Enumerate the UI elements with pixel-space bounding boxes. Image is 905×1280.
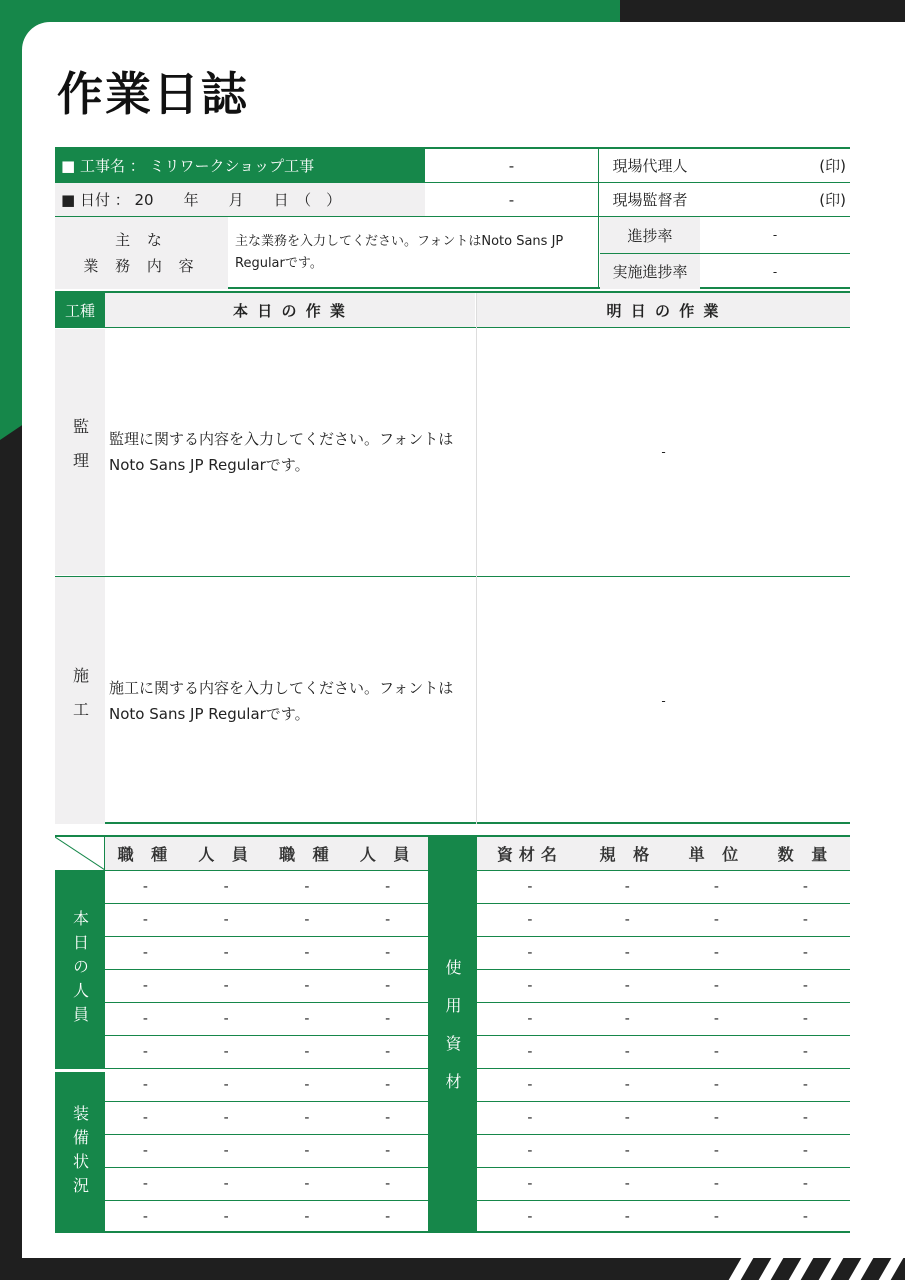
table-cell[interactable]: - — [347, 1002, 428, 1035]
table-cell[interactable]: - — [105, 903, 186, 936]
table-cell[interactable]: - — [583, 1101, 672, 1134]
today-work-kanri[interactable]: 監理に関する内容を入力してください。フォントはNoto Sans JP Regularです。 — [109, 430, 454, 474]
divider — [600, 253, 850, 254]
group-label: 本日の人員 — [70, 909, 90, 1030]
table-cell[interactable]: - — [186, 1167, 267, 1200]
table-row — [477, 1068, 850, 1101]
table-row — [477, 1167, 850, 1200]
table-row — [477, 1035, 850, 1068]
table-row — [105, 1134, 428, 1167]
divider — [476, 293, 477, 824]
table-cell[interactable]: - — [761, 1068, 850, 1101]
date-value[interactable]: - — [508, 190, 515, 209]
table-row — [105, 1101, 428, 1134]
table-row — [105, 1200, 428, 1233]
table-row — [477, 1101, 850, 1134]
table-cell[interactable]: - — [186, 1002, 267, 1035]
table-cell[interactable]: - — [186, 936, 267, 969]
table-cell[interactable]: - — [583, 870, 672, 903]
table-cell[interactable]: - — [105, 1167, 186, 1200]
table-row — [105, 1035, 428, 1068]
table-cell[interactable]: - — [347, 1035, 428, 1068]
work-type-label: 監理 — [70, 418, 90, 486]
table-cell[interactable]: - — [267, 1134, 348, 1167]
table-cell[interactable]: - — [583, 1035, 672, 1068]
table-cell[interactable]: - — [672, 969, 761, 1002]
table-cell[interactable]: - — [672, 870, 761, 903]
materials-side-label — [428, 837, 477, 1233]
table-cell[interactable]: - — [186, 1035, 267, 1068]
table-cell[interactable]: - — [347, 1068, 428, 1101]
table-cell[interactable]: - — [477, 936, 583, 969]
table-row — [105, 1002, 428, 1035]
progress-value[interactable]: - — [772, 228, 778, 242]
table-cell[interactable]: - — [105, 1101, 186, 1134]
table-cell[interactable]: - — [347, 903, 428, 936]
personnel-table — [55, 835, 428, 1233]
table-cell[interactable]: - — [761, 936, 850, 969]
table-cell[interactable]: - — [761, 969, 850, 1002]
table-cell[interactable]: - — [672, 936, 761, 969]
stripe-decoration — [705, 1258, 905, 1280]
table-cell[interactable]: - — [761, 1002, 850, 1035]
tomorrow-work-kanri[interactable]: - — [661, 445, 666, 459]
work-type-header: 工種 — [55, 293, 105, 327]
table-cell[interactable]: - — [347, 1134, 428, 1167]
table-cell[interactable]: - — [186, 1134, 267, 1167]
table-cell[interactable]: - — [583, 969, 672, 1002]
table-cell[interactable]: - — [761, 1101, 850, 1134]
staff-count-header: 人 員 — [186, 837, 267, 870]
table-row — [477, 870, 850, 903]
main-work-text[interactable]: 主な業務を入力してください。フォントはNoto Sans JP Regularです。 — [235, 234, 564, 271]
personnel-header-row — [105, 837, 428, 870]
work-type-kanri — [55, 329, 105, 575]
materials-table — [428, 835, 850, 1233]
table-cell[interactable]: - — [583, 936, 672, 969]
table-cell[interactable]: - — [267, 1101, 348, 1134]
table-cell[interactable]: - — [583, 1134, 672, 1167]
table-cell[interactable]: - — [347, 1101, 428, 1134]
table-row — [477, 1002, 850, 1035]
personnel-grid — [105, 837, 428, 1233]
table-row — [105, 870, 428, 903]
spec-header: 規 格 — [583, 837, 672, 870]
material-name-header: 資材名 — [477, 837, 583, 870]
divider — [55, 216, 850, 217]
job-type-header: 職 種 — [267, 837, 348, 870]
table-cell[interactable]: - — [385, 1208, 391, 1225]
table-cell[interactable]: - — [477, 969, 583, 1002]
table-cell[interactable]: - — [186, 903, 267, 936]
agent-label: 現場代理人 — [612, 157, 688, 175]
table-cell[interactable]: - — [105, 936, 186, 969]
table-cell[interactable]: - — [267, 1167, 348, 1200]
table-cell[interactable]: - — [304, 1208, 310, 1225]
table-cell[interactable]: - — [477, 903, 583, 936]
table-cell[interactable]: - — [105, 1002, 186, 1035]
unit-header: 単 位 — [672, 837, 761, 870]
group-today-personnel — [55, 870, 105, 1069]
table-cell[interactable]: - — [105, 969, 186, 1002]
supervisor-label: 現場監督者 — [612, 191, 688, 209]
table-cell[interactable]: - — [347, 936, 428, 969]
table-cell[interactable]: - — [105, 870, 186, 903]
table-cell[interactable]: - — [761, 870, 850, 903]
table-cell[interactable]: - — [761, 1167, 850, 1200]
table-cell[interactable]: - — [672, 1035, 761, 1068]
table-cell[interactable]: - — [477, 1167, 583, 1200]
supervisor-seal[interactable]: (印) — [819, 191, 846, 209]
table-cell[interactable]: - — [186, 870, 267, 903]
table-cell[interactable]: - — [672, 1068, 761, 1101]
header-block — [55, 147, 850, 289]
quantity-header: 数 量 — [761, 837, 850, 870]
table-cell[interactable]: - — [713, 1208, 719, 1225]
table-cell[interactable]: - — [267, 1068, 348, 1101]
table-cell[interactable]: - — [223, 1208, 229, 1225]
table-cell[interactable]: - — [802, 1208, 808, 1225]
main-work-label: 主 な 業 務 内 容 — [55, 217, 228, 289]
table-cell[interactable]: - — [267, 936, 348, 969]
divider — [55, 182, 850, 183]
table-row — [477, 903, 850, 936]
table-cell[interactable]: - — [672, 1167, 761, 1200]
table-row — [477, 1134, 850, 1167]
table-cell[interactable]: - — [267, 1002, 348, 1035]
divider — [55, 576, 850, 577]
table-cell[interactable]: - — [583, 1068, 672, 1101]
date-label: ■ 日付 ： 20 年 月 日 （ ） — [55, 183, 425, 216]
table-cell[interactable]: - — [672, 1134, 761, 1167]
divider — [55, 327, 850, 328]
work-type-sekou — [55, 577, 105, 824]
table-cell[interactable]: - — [761, 903, 850, 936]
divider — [598, 149, 599, 289]
page-title: 作業日誌 — [57, 67, 249, 121]
table-row — [105, 969, 428, 1002]
table-cell[interactable]: - — [583, 1002, 672, 1035]
work-type-label: 施工 — [70, 666, 90, 735]
table-cell[interactable]: - — [761, 1134, 850, 1167]
job-type-header: 職 種 — [105, 837, 186, 870]
actual-progress-label: 実施進捗率 — [600, 254, 700, 289]
table-cell[interactable]: - — [347, 1167, 428, 1200]
table-cell[interactable]: - — [672, 903, 761, 936]
table-row — [105, 903, 428, 936]
table-cell[interactable]: - — [267, 969, 348, 1002]
table-cell[interactable]: - — [347, 969, 428, 1002]
table-cell[interactable]: - — [624, 1208, 630, 1225]
project-label: ■ 工事名 ： ミリワークショップ工事 — [55, 149, 425, 182]
table-cell[interactable]: - — [105, 1068, 186, 1101]
table-cell[interactable]: - — [105, 1134, 186, 1167]
staff-count-header: 人 員 — [347, 837, 428, 870]
table-cell[interactable]: - — [105, 1035, 186, 1068]
materials-header-row — [477, 837, 850, 870]
table-cell[interactable]: - — [186, 969, 267, 1002]
table-cell[interactable]: - — [672, 1101, 761, 1134]
tomorrow-work-header: 明 日 の 作 業 — [477, 293, 850, 327]
table-row — [477, 936, 850, 969]
table-row — [477, 1200, 850, 1233]
project-value[interactable]: - — [508, 156, 515, 175]
table-cell[interactable]: - — [477, 1134, 583, 1167]
progress-label: 進捗率 — [600, 217, 700, 253]
actual-progress-value[interactable]: - — [772, 264, 778, 279]
work-section — [55, 291, 850, 824]
table-cell[interactable]: - — [672, 1002, 761, 1035]
table-cell[interactable]: - — [477, 1002, 583, 1035]
group-label: 装備状況 — [70, 1104, 90, 1201]
table-cell[interactable]: - — [477, 1068, 583, 1101]
table-cell[interactable]: - — [583, 1167, 672, 1200]
diagonal-header — [55, 837, 105, 870]
table-cell[interactable]: - — [477, 870, 583, 903]
table-row — [105, 1167, 428, 1200]
agent-seal[interactable]: (印) — [819, 157, 846, 175]
materials-grid — [477, 837, 850, 1233]
table-cell[interactable]: - — [186, 1101, 267, 1134]
table-cell[interactable]: - — [186, 1068, 267, 1101]
tomorrow-work-sekou[interactable]: - — [661, 693, 666, 708]
table-row — [105, 936, 428, 969]
table-cell[interactable]: - — [142, 1208, 148, 1225]
group-equipment — [55, 1071, 105, 1233]
table-cell[interactable]: - — [527, 1208, 533, 1225]
table-row — [477, 969, 850, 1002]
table-cell[interactable]: - — [267, 903, 348, 936]
today-work-sekou[interactable]: 施工に関する内容を入力してください。フォントはNoto Sans JP Regularです。 — [109, 678, 454, 723]
table-row — [105, 1068, 428, 1101]
today-work-header: 本 日 の 作 業 — [105, 293, 475, 327]
table-cell[interactable]: - — [761, 1035, 850, 1068]
table-cell[interactable]: - — [347, 870, 428, 903]
table-cell[interactable]: - — [267, 870, 348, 903]
table-cell[interactable]: - — [477, 1035, 583, 1068]
group-label: 使用資材 — [443, 959, 462, 1111]
table-cell[interactable]: - — [477, 1101, 583, 1134]
table-cell[interactable]: - — [583, 903, 672, 936]
table-cell[interactable]: - — [267, 1035, 348, 1068]
